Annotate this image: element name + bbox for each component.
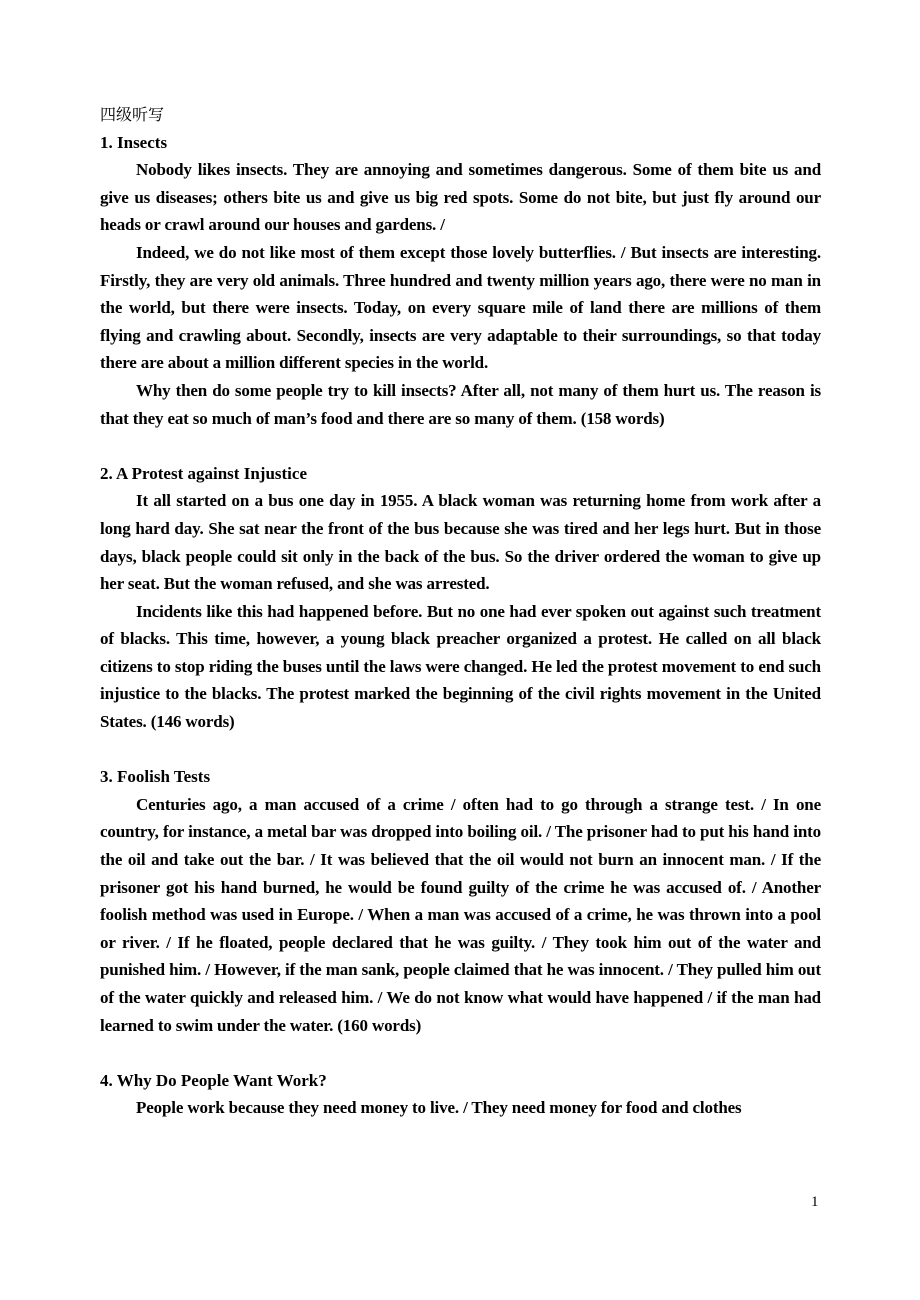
- section-spacer: [100, 432, 821, 460]
- page-number: 1: [811, 1194, 819, 1210]
- paragraph: Indeed, we do not like most of them except those lovely butterflies. / But insects are interesting. Firstly, they are very old animals. Three hundred and twenty million years ago, there were no man in the world, but there were insects. Today, on every square mile of land there are millions of them flying and crawling about. Secondly, insects are very adaptable to their surroundings, so that today there are about a million different species in the world.: [100, 242, 821, 373]
- section-spacer: [100, 1039, 821, 1067]
- section-heading: 1. Insects: [100, 132, 168, 152]
- section-heading: 2. A Protest against Injustice: [100, 463, 307, 483]
- paragraph: Nobody likes insects. They are annoying and sometimes dangerous. Some of them bite us and give us diseases; others bite us and give us big red spots. Some do not bite, but just fly around our heads or crawl around our houses and gardens. /: [100, 160, 821, 235]
- section-heading: 4. Why Do People Want Work?: [100, 1070, 327, 1090]
- document-page: [100, 101, 821, 1122]
- paragraph: Why then do some people try to kill insects? After all, not many of them hurt us. The reason is that they eat so much of man’s food and there are so many of them. (158 words): [100, 380, 821, 428]
- paragraph: Incidents like this had happened before. But no one had ever spoken out against such treatment of blacks. This time, however, a young black preacher organized a protest. He called on all black citizens to stop riding the buses until the laws were changed. He led the protest movement to end such injustice to the blacks. The protest marked the beginning of the civil rights movement in the United States. (146 words): [100, 601, 821, 732]
- paragraph: It all started on a bus one day in 1955. A black woman was returning home from work after a long hard day. She sat near the front of the bus because she was tired and her legs hurt. But in those days, black people could sit only in the back of the bus. So the driver ordered the woman to give up her seat. But the woman refused, and she was arrested.: [100, 491, 821, 594]
- section-protest: [100, 460, 821, 736]
- paragraph: Centuries ago, a man accused of a crime / often had to go through a strange test. / In one country, for instance, a metal bar was dropped into boiling oil. / The prisoner had to put his hand into the oil and take out the bar. / It was believed that the oil would not burn an innocent man. / If the prisoner got his hand burned, he would be found guilty of the crime he was accused of. / Another foolish method was used in Europe. / When a man was accused of a crime, he was thrown into a pool or river. / If he floated, people declared that he was guilty. / They took him out of the water and punished him. / However, if the man sank, people claimed that he was innocent. / They pulled him out of the water quickly and released him. / We do not know what would have happened / if the man had learned to swim under the water. (160 words): [100, 794, 821, 1035]
- section-why-work: [100, 1067, 821, 1122]
- section-spacer: [100, 736, 821, 764]
- section-foolish-tests: [100, 763, 821, 1039]
- document-title: 四级听写: [100, 105, 165, 124]
- section-heading: 3. Foolish Tests: [100, 767, 211, 787]
- section-insects: [100, 129, 821, 433]
- paragraph: People work because they need money to live. / They need money for food and clothes: [136, 1098, 742, 1118]
